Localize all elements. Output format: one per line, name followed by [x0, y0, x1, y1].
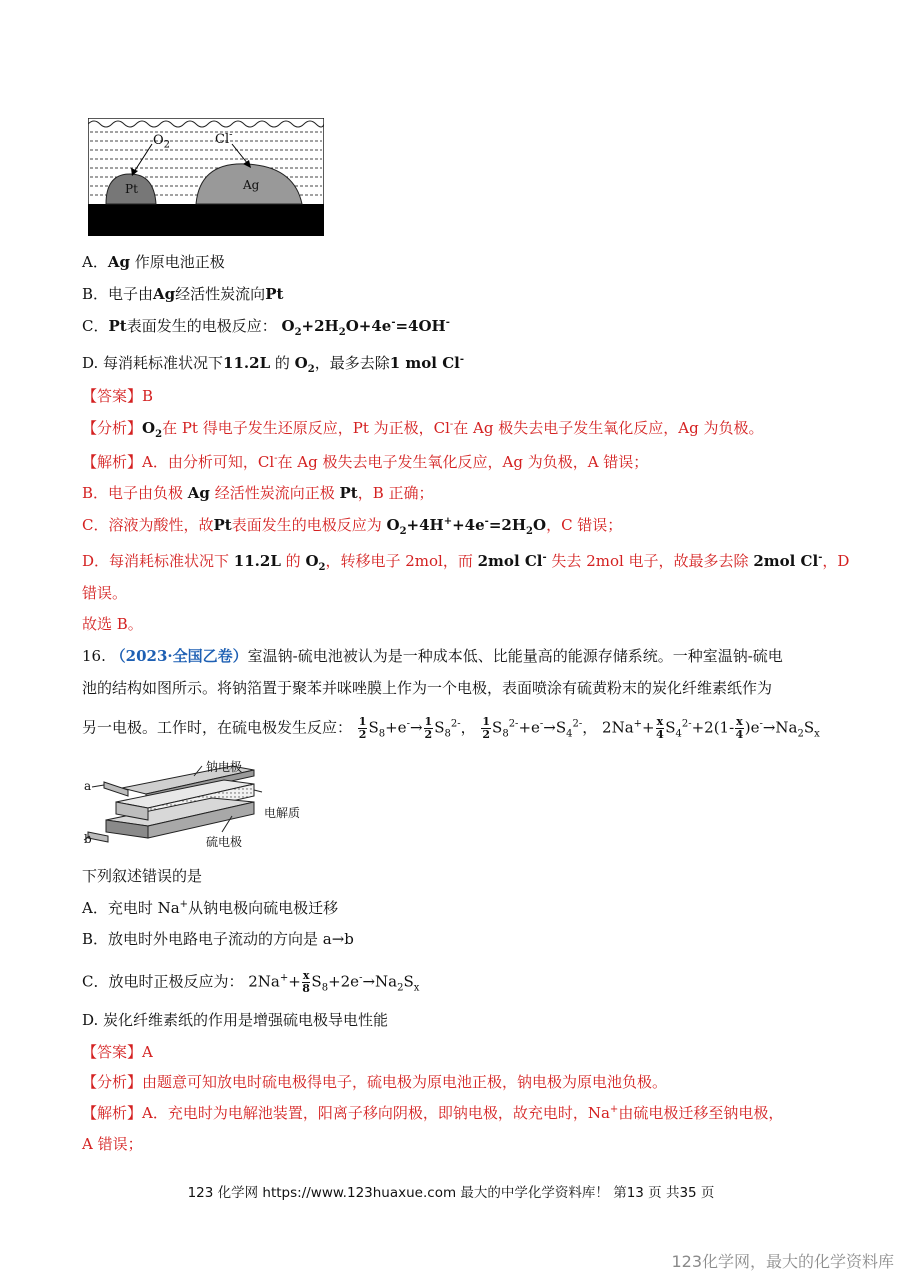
q16-option-b: B．放电时外电路电子流动的方向是 a→b [82, 930, 354, 948]
q15-solution-5: 错误。 [82, 584, 128, 602]
fig-label-ag: Ag [243, 178, 260, 192]
watermark: 123化学网，最大的化学资料库 [671, 1252, 894, 1271]
q16-solution-2: A 错误； [82, 1135, 143, 1153]
q16-ask: 下列叙述错误的是 [82, 867, 203, 885]
q15-conclusion: 故选 B。 [82, 615, 143, 633]
fig-label-cl: Cl- [215, 129, 233, 147]
q16-analysis: 【分析】由题意可知放电时硫电极得电子，硫电极为原电池正极，钠电极为原电池负极。 [82, 1073, 668, 1091]
q15-solution-4: D．每消耗标准状况下 11.2L 的 $O_2$，转移电子 2mol，而 2mol Cl- 失去 2mol 电子，故最多去除 2mol Cl-，D [82, 552, 850, 573]
q16-answer: 【答案】A [82, 1043, 153, 1061]
page-footer: 123 化学网 https://www.123huaxue.com 最大的中学化学资料库！ 第13 页 共35 页 [187, 1185, 715, 1201]
fig-label-na-electrode: 钠电极 [206, 760, 243, 774]
q16-stem-3: 另一电极。工作时，在硫电极发生反应： $\frac{1}{2}$ $S_8+e^-\to$ $\frac{1}{2}$ $S_8^{2-}$， $\frac{1}{2}$ $S_8^{2-}+e^-\to S_4^{2-}$， 2Na++ $\frac{x}{4}$ $S_4^{2-}+2(1-$ $\frac{x}{4}$ )$e^-\to Na_2S_x$ [82, 715, 820, 741]
fig-label-o2: $O_2$ [153, 133, 171, 151]
q15-option-b: B．电子由Ag经活性炭流向Pt [82, 285, 284, 303]
q16-option-a: A．充电时 Na+从钠电极向硫电极迁移 [82, 899, 339, 917]
q15-answer: 【答案】B [82, 387, 154, 405]
q15-analysis: 【分析】$O_2$在 Pt 得电子发生还原反应，Pt 为正极，Cl-在 Ag 极失去电子发生氧化反应，Ag 为负极。 [82, 419, 764, 440]
q16-option-c: C．放电时正极反应为： 2Na++ $\frac{x}{8}$ $S_8+2e^-\to Na_2S_x$ [82, 969, 420, 995]
q15-solution-2: B．电子由负极 Ag 经活性炭流向正极 Pt，B 正确； [82, 484, 434, 502]
q15-option-d: D. 每消耗标准状况下11.2L 的 $O_2$，最多去除1 mol Cl- [82, 354, 464, 375]
fig-label-a: a [84, 779, 92, 793]
q15-option-c: C．Pt表面发生的电极反应： $O_2+2H_2O+4e^-=4OH^-$ [82, 317, 450, 338]
q15-solution-3: C．溶液为酸性，故Pt表面发生的电极反应为 $O_2+4H^++4e^-=2H_2O$，C 错误； [82, 516, 623, 537]
q16-solution-1: 【解析】A．充电时为电解池装置，阳离子移向阴极，即钠电极，故充电时，Na+由硫电极迁移至钠电极， [82, 1104, 784, 1122]
fig-label-pt: Pt [125, 182, 138, 196]
q16-stem-1: 16. （2023·全国乙卷）室温钠-硫电池被认为是一种成本低、比能量高的能源存储系统。一种室温钠-硫电 [82, 647, 783, 665]
fig-label-b: b [84, 832, 92, 846]
q15-option-a: A．Ag 作原电池正极 [82, 253, 225, 271]
q16-stem-2: 池的结构如图所示。将钠箔置于聚苯并咪唑膜上作为一个电极，表面喷涂有硫黄粉末的炭化纤维素纸作为 [82, 679, 773, 697]
q15-solution-1: 【解析】A．由分析可知，Cl-在 Ag 极失去电子发生氧化反应，Ag 为负极，A 错误； [82, 453, 649, 471]
q16-option-d: D. 炭化纤维素纸的作用是增强硫电极导电性能 [82, 1011, 389, 1029]
fig-label-s-electrode: 硫电极 [206, 835, 243, 849]
electrochem-figure [88, 118, 324, 236]
fig-label-electrolyte: 电解质 [264, 806, 301, 820]
